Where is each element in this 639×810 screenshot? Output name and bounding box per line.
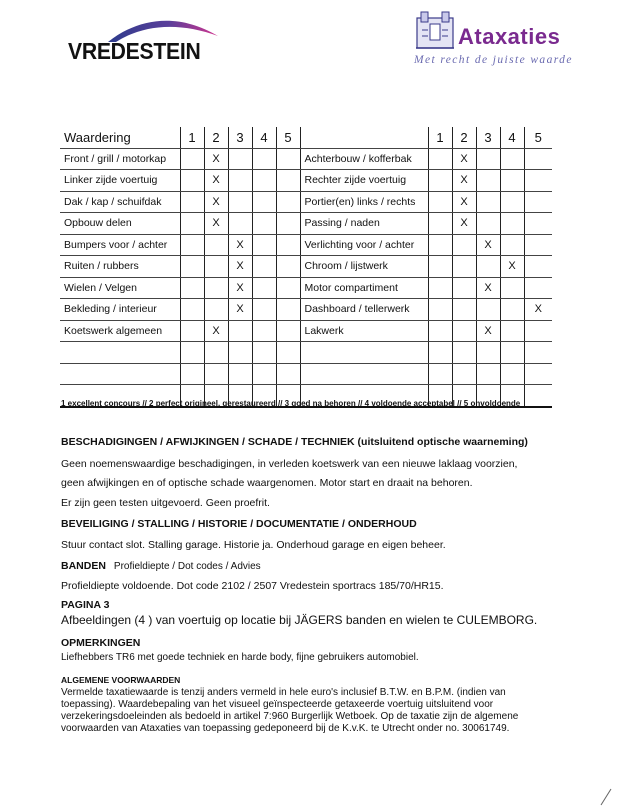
- rating-score-cell: [476, 191, 500, 213]
- rating-score-cell: [452, 299, 476, 321]
- rating-score-cell: [180, 299, 204, 321]
- rating-score-cell: [276, 148, 300, 170]
- rating-row: [60, 234, 552, 256]
- rating-score-cell: [180, 148, 204, 170]
- rating-score-cell: [500, 320, 524, 342]
- rating-score-cell: [524, 234, 552, 256]
- rating-score-cell: [228, 213, 252, 235]
- rating-item-label: Front / grill / motorkap: [60, 148, 180, 170]
- rating-score-cell: [252, 299, 276, 321]
- scale-header: 5: [276, 127, 300, 148]
- rating-score-cell: [524, 170, 552, 192]
- ataxaties-logo: [408, 8, 578, 70]
- rating-row: [60, 277, 552, 299]
- remarks-heading: OPMERKINGEN: [61, 637, 141, 649]
- ataxaties-wordmark: Ataxaties: [458, 24, 561, 49]
- rating-item-label: Ruiten / rubbers: [60, 256, 180, 278]
- rating-score-cell: [252, 363, 276, 385]
- rating-score-cell: [180, 191, 204, 213]
- ataxaties-slogan: Met recht de juiste waarde: [414, 54, 573, 66]
- rating-item-label: [300, 342, 428, 364]
- rating-score-cell: [228, 363, 252, 385]
- rating-score-cell: [524, 213, 552, 235]
- rating-score-cell: X: [500, 256, 524, 278]
- rating-score-cell: [428, 342, 452, 364]
- rating-score-cell: [524, 320, 552, 342]
- rating-score-cell: [252, 170, 276, 192]
- rating-score-cell: [180, 170, 204, 192]
- scale-header: 2: [204, 127, 228, 148]
- terms-line: Vermelde taxatiewaarde is tenzij anders vermeld in hele euro's inclusief B.T.W. en B.P.M. (indien van: [61, 687, 506, 698]
- rating-score-cell: [524, 277, 552, 299]
- rating-score-cell: [476, 299, 500, 321]
- rating-score-cell: [500, 148, 524, 170]
- rating-item-label: Dak / kap / schuifdak: [60, 191, 180, 213]
- terms-line: verzekeringsdoeleinden als bedoeld in artikel 7:960 Burgerlijk Wetboek. Op de taxatie zijn de algemene: [61, 711, 519, 722]
- rating-score-cell: [228, 320, 252, 342]
- security-text: Stuur contact slot. Stalling garage. Historie ja. Onderhoud garage en eigen beheer.: [61, 539, 446, 551]
- rating-header-spacer: [300, 127, 428, 148]
- rating-score-cell: [428, 320, 452, 342]
- castle-crest-icon: [412, 10, 458, 52]
- rating-score-cell: [252, 256, 276, 278]
- damage-heading: BESCHADIGINGEN / AFWIJKINGEN / SCHADE / TECHNIEK (uitsluitend optische waarneming): [61, 436, 528, 448]
- rating-score-cell: [180, 234, 204, 256]
- rating-score-cell: [252, 234, 276, 256]
- rating-item-label: [60, 363, 180, 385]
- rating-item-label: Opbouw delen: [60, 213, 180, 235]
- rating-score-cell: [180, 213, 204, 235]
- vredestein-logo: [68, 14, 233, 64]
- rating-score-cell: X: [476, 234, 500, 256]
- rating-item-label: Linker zijde voertuig: [60, 170, 180, 192]
- rating-item-label: Bekleding / interieur: [60, 299, 180, 321]
- rating-score-cell: [476, 170, 500, 192]
- rating-score-cell: [500, 234, 524, 256]
- page3-heading: PAGINA 3: [61, 599, 110, 611]
- pen-mark-icon: [599, 788, 613, 806]
- rating-item-label: Koetswerk algemeen: [60, 320, 180, 342]
- scale-header: 4: [252, 127, 276, 148]
- rating-score-cell: [476, 213, 500, 235]
- tires-heading: BANDEN: [61, 560, 106, 572]
- terms-line: toepassing). Waardebepaling van het visueel geïnspecteerde getaxeerde voertuig uitsluitend voor: [61, 699, 494, 710]
- rating-score-cell: [452, 277, 476, 299]
- rating-score-cell: [252, 191, 276, 213]
- rating-score-cell: [500, 213, 524, 235]
- rating-score-cell: X: [476, 320, 500, 342]
- rating-score-cell: [428, 299, 452, 321]
- rating-score-cell: [204, 363, 228, 385]
- rating-item-label: Rechter zijde voertuig: [300, 170, 428, 192]
- rating-row: [60, 363, 552, 385]
- rating-score-cell: [524, 363, 552, 385]
- rating-score-cell: [428, 234, 452, 256]
- rating-item-label: Passing / naden: [300, 213, 428, 235]
- rating-row: [60, 191, 552, 213]
- rating-row: [60, 256, 552, 278]
- rating-row: [60, 299, 552, 321]
- rating-score-cell: X: [204, 320, 228, 342]
- rating-score-cell: [500, 170, 524, 192]
- page3-text: Afbeeldingen (4 ) van voertuig op locatie bij JÄGERS banden en wielen te CULEMBORG.: [61, 613, 538, 627]
- terms-heading: ALGEMENE VOORWAARDEN: [61, 675, 181, 685]
- rating-score-cell: [500, 342, 524, 364]
- rating-score-cell: [252, 277, 276, 299]
- rating-score-cell: [524, 342, 552, 364]
- rating-item-label: [60, 342, 180, 364]
- rating-score-cell: [204, 256, 228, 278]
- rating-row: [60, 213, 552, 235]
- rating-score-cell: [452, 320, 476, 342]
- rating-score-cell: [204, 234, 228, 256]
- damage-line: Geen noemenswaardige beschadigingen, in verleden koetswerk van een nieuwe laklaag voorzien,: [61, 458, 518, 470]
- rating-score-cell: [476, 148, 500, 170]
- rating-score-cell: [476, 256, 500, 278]
- rating-item-label: Chroom / lijstwerk: [300, 256, 428, 278]
- rating-score-cell: [276, 213, 300, 235]
- scale-header: 3: [476, 127, 500, 148]
- rating-score-cell: [428, 277, 452, 299]
- rating-header-label: Waardering: [60, 127, 180, 148]
- rating-item-label: Lakwerk: [300, 320, 428, 342]
- rating-score-cell: [276, 342, 300, 364]
- rating-item-label: Verlichting voor / achter: [300, 234, 428, 256]
- rating-body: [60, 148, 552, 407]
- rating-score-cell: [452, 234, 476, 256]
- rating-score-cell: X: [204, 213, 228, 235]
- damage-line: Er zijn geen testen uitgevoerd. Geen proefrit.: [61, 497, 270, 509]
- vredestein-wordmark: VREDESTEIN: [68, 38, 201, 64]
- rating-score-cell: [428, 256, 452, 278]
- rating-score-cell: [524, 256, 552, 278]
- rating-score-cell: [452, 363, 476, 385]
- rating-score-cell: [180, 277, 204, 299]
- scale-header: 1: [180, 127, 204, 148]
- rating-score-cell: [228, 170, 252, 192]
- rating-item-label: [300, 363, 428, 385]
- rating-score-cell: [180, 342, 204, 364]
- rating-score-cell: [228, 148, 252, 170]
- rating-score-cell: X: [452, 191, 476, 213]
- rating-score-cell: X: [452, 170, 476, 192]
- rating-score-cell: [428, 170, 452, 192]
- rating-row: [60, 170, 552, 192]
- rating-score-cell: [428, 213, 452, 235]
- rating-score-cell: X: [228, 299, 252, 321]
- scale-header: 2: [452, 127, 476, 148]
- rating-item-label: Portier(en) links / rechts: [300, 191, 428, 213]
- rating-score-cell: [228, 191, 252, 213]
- rating-score-cell: [252, 342, 276, 364]
- rating-item-label: Motor compartiment: [300, 277, 428, 299]
- rating-score-cell: [476, 342, 500, 364]
- rating-row: [60, 342, 552, 364]
- scale-header: 4: [500, 127, 524, 148]
- rating-score-cell: [524, 191, 552, 213]
- rating-score-cell: [276, 277, 300, 299]
- rating-score-cell: [204, 299, 228, 321]
- rating-score-cell: [180, 320, 204, 342]
- rating-score-cell: X: [204, 191, 228, 213]
- rating-score-cell: X: [228, 234, 252, 256]
- rating-score-cell: [276, 170, 300, 192]
- rating-score-cell: X: [452, 213, 476, 235]
- scale-header: 5: [524, 127, 552, 148]
- scale-header: 1: [428, 127, 452, 148]
- rating-table: [60, 127, 552, 408]
- rating-score-cell: [276, 320, 300, 342]
- scale-header: 3: [228, 127, 252, 148]
- rating-score-cell: [276, 363, 300, 385]
- tires-text: Profieldiepte voldoende. Dot code 2102 / 2507 Vredestein sportracs 185/70/HR15.: [61, 580, 444, 592]
- rating-score-cell: [252, 148, 276, 170]
- rating-score-cell: [276, 234, 300, 256]
- rating-score-cell: [524, 148, 552, 170]
- rating-score-cell: [524, 385, 552, 407]
- rating-score-cell: [252, 320, 276, 342]
- rating-score-cell: X: [204, 148, 228, 170]
- rating-score-cell: X: [204, 170, 228, 192]
- rating-score-cell: [500, 277, 524, 299]
- rating-score-cell: [500, 299, 524, 321]
- rating-score-cell: [228, 342, 252, 364]
- rating-score-cell: [180, 256, 204, 278]
- damage-line: geen afwijkingen en of optische schade waargenomen. Motor start en draait na behoren.: [61, 477, 473, 489]
- rating-score-cell: X: [476, 277, 500, 299]
- rating-score-cell: X: [228, 277, 252, 299]
- rating-score-cell: X: [228, 256, 252, 278]
- rating-header-row: [60, 127, 552, 148]
- rating-item-label: Bumpers voor / achter: [60, 234, 180, 256]
- rating-score-cell: [452, 342, 476, 364]
- security-heading: BEVEILIGING / STALLING / HISTORIE / DOCUMENTATIE / ONDERHOUD: [61, 518, 417, 530]
- remarks-text: Liefhebbers TR6 met goede techniek en harde body, fijne gebruikers automobiel.: [61, 652, 419, 663]
- rating-score-cell: [180, 363, 204, 385]
- rating-item-label: Achterbouw / kofferbak: [300, 148, 428, 170]
- rating-score-cell: [428, 191, 452, 213]
- rating-row: [60, 148, 552, 170]
- tires-heading-row: [61, 560, 261, 572]
- rating-item-label: Dashboard / tellerwerk: [300, 299, 428, 321]
- rating-score-cell: [276, 256, 300, 278]
- rating-score-cell: [500, 363, 524, 385]
- rating-score-cell: [452, 256, 476, 278]
- rating-score-cell: [252, 213, 276, 235]
- rating-score-cell: [204, 277, 228, 299]
- rating-score-cell: [276, 191, 300, 213]
- rating-row: [60, 320, 552, 342]
- rating-item-label: Wielen / Velgen: [60, 277, 180, 299]
- rating-score-cell: [276, 299, 300, 321]
- rating-score-cell: [428, 363, 452, 385]
- rating-score-cell: [476, 363, 500, 385]
- rating-score-cell: X: [452, 148, 476, 170]
- rating-score-cell: [428, 148, 452, 170]
- rating-legend: 1 excellent concours // 2 perfect origineel, gerestaureerd // 3 goed na behoren // 4 voldoende acceptabel // 5 onvoldoende: [61, 399, 521, 408]
- rating-score-cell: [500, 191, 524, 213]
- rating-score-cell: [204, 342, 228, 364]
- terms-line: voorwaarden van Ataxaties van toepassing gedeponeerd bij de K.v.K. te Utrecht onder no. 30061749.: [61, 723, 510, 734]
- tires-subheading: Profieldiepte / Dot codes / Advies: [113, 561, 261, 572]
- rating-score-cell: X: [524, 299, 552, 321]
